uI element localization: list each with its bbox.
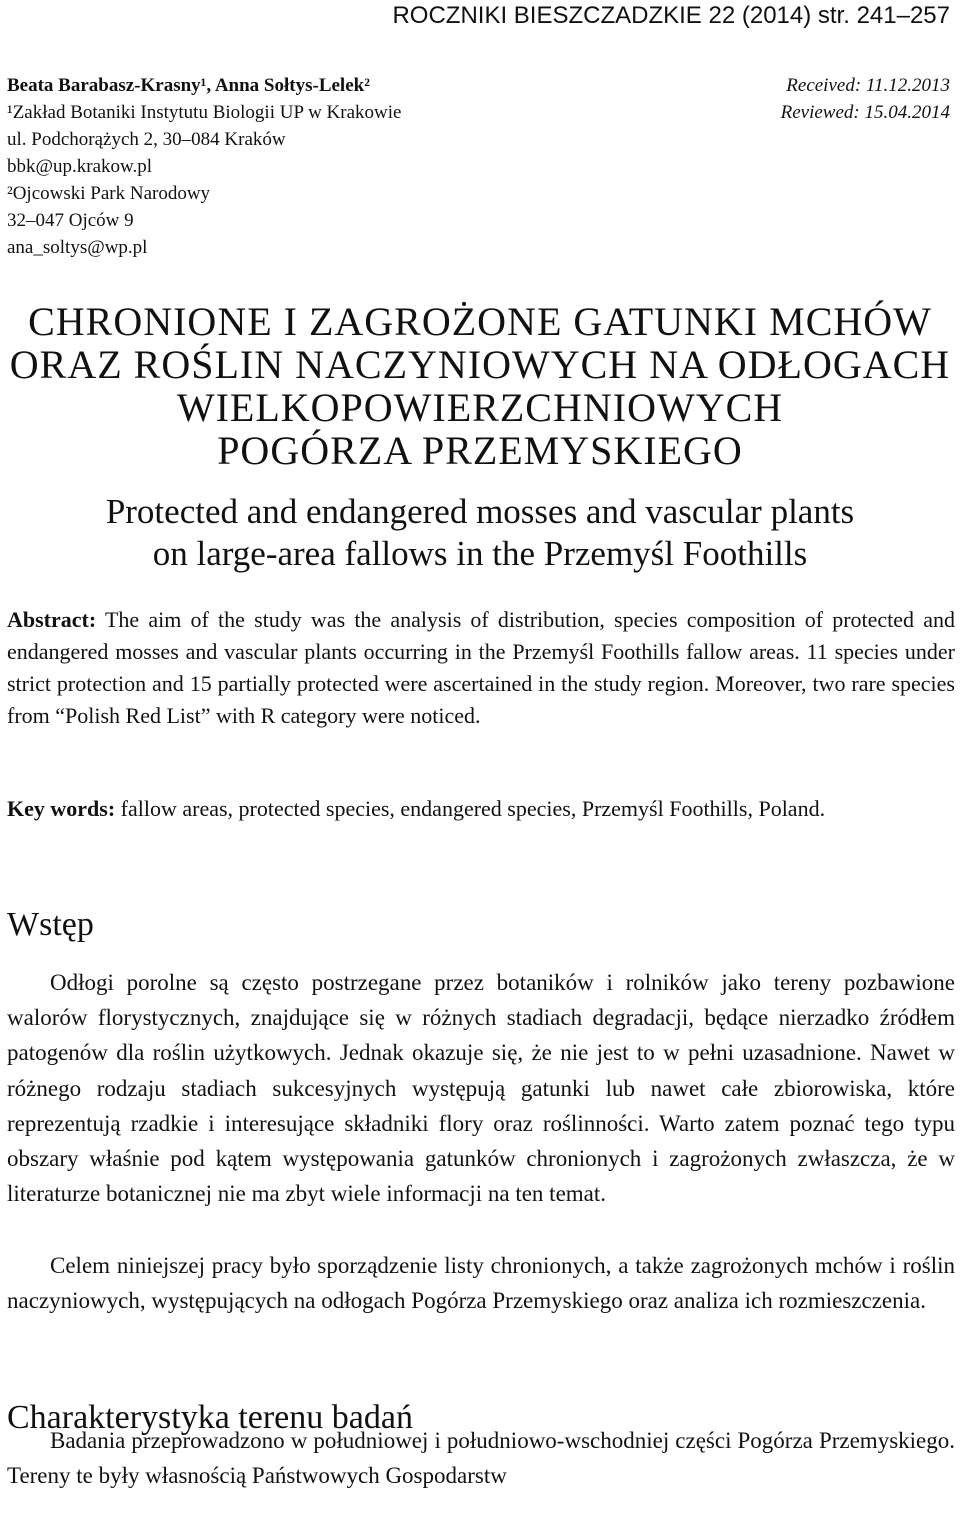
abstract-label: Abstract: — [7, 607, 97, 632]
title-pl-line: CHRONIONE I ZAGROŻONE GATUNKI MCHÓW — [28, 299, 932, 344]
abstract-text: The aim of the study was the analysis of distribution, species composition of protected and endangered mosses and vascular plants occurring in the Przemyśl Foothills fallow areas. 11 species under strict protection and 15 partially protected were ascertained in the study region. Moreover, two rare species from “Polish Red List” with R category were noticed. — [7, 607, 955, 728]
email-2[interactable]: ana_soltys@wp.pl — [7, 237, 148, 258]
study-area-paragraph-1: Badania przeprowadzono w południowej i południowo-wschodniej części Pogórza Przemyskiego. Tereny te były własnością Państwowych Gospodarstw — [7, 1428, 955, 1489]
affiliation-1: ¹Zakład Botaniki Instytutu Biologii UP w Krakowie — [7, 102, 402, 123]
reviewed-date: Reviewed: 15.04.2014 — [780, 102, 950, 123]
author-names: Beata Barabasz-Krasny¹, Anna Sołtys-Lelek² — [7, 75, 370, 96]
keywords — [7, 793, 955, 825]
title-english — [0, 491, 960, 575]
title-pl-line: WIELKOPOWIERZCHNIOWYCH — [176, 385, 784, 430]
section-heading-study-area: Charakterystyka terenu badań — [7, 1399, 413, 1436]
title-en-line: on large-area fallows in the Przemyśl Foothills — [152, 534, 808, 573]
author-block — [7, 72, 401, 261]
title-pl-line: POGÓRZA PRZEMYSKIEGO — [217, 428, 743, 473]
keywords-label: Key words: — [7, 796, 116, 821]
title-en-line: Protected and endangered mosses and vascular plants — [105, 492, 855, 531]
intro-paragraph-2: Celem niniejszej pracy było sporządzenie listy chronionych, a także zagrożonych mchów i roślin naczyniowych, występujących na odłogach Pogórza Przemyskiego oraz analiza ich rozmieszczenia. — [7, 1253, 955, 1314]
affiliation-2: ²Ojcowski Park Narodowy — [7, 183, 211, 204]
address-1: ul. Podchorążych 2, 30–084 Kraków — [7, 129, 286, 150]
keywords-text: fallow areas, protected species, endangered species, Przemyśl Foothills, Poland. — [115, 796, 826, 821]
intro-paragraph-1: Odłogi porolne są często postrzegane przez botaników i rolników jako tereny pozbawione walorów florystycznych, znajdujące się w różnych stadiach degradacji, będące nierzadko źródłem patogenów dla roślin użytkowych. Jednak okazuje się, że nie jest to w pełni uzasadnione. Nawet w różnego rodzaju stadiach sukcesyjnych występują gatunki lub nawet całe zbiorowiska, które reprezentują rzadkie i interesujące składniki flory oraz roślinności. Warto zatem poznać tego typu obszary właśnie pod kątem występowania gatunków chronionych i zagrożonych zwłaszcza, że w literaturze botanicznej nie ma zbyt wiele informacji na ten temat. — [7, 970, 955, 1207]
abstract — [7, 604, 955, 732]
journal-header: ROCZNIKI BIESZCZADZKIE 22 (2014) str. 241–257 — [392, 2, 950, 29]
title-polish — [0, 300, 960, 472]
email-1[interactable]: bbk@up.krakow.pl — [7, 156, 153, 177]
received-date: Received: 11.12.2013 — [786, 75, 950, 96]
address-2: 32–047 Ojców 9 — [7, 210, 134, 231]
section-heading-intro: Wstęp — [7, 906, 94, 943]
title-pl-line: ORAZ ROŚLIN NACZYNIOWYCH NA ODŁOGACH — [9, 342, 951, 387]
dates-block — [781, 72, 950, 126]
